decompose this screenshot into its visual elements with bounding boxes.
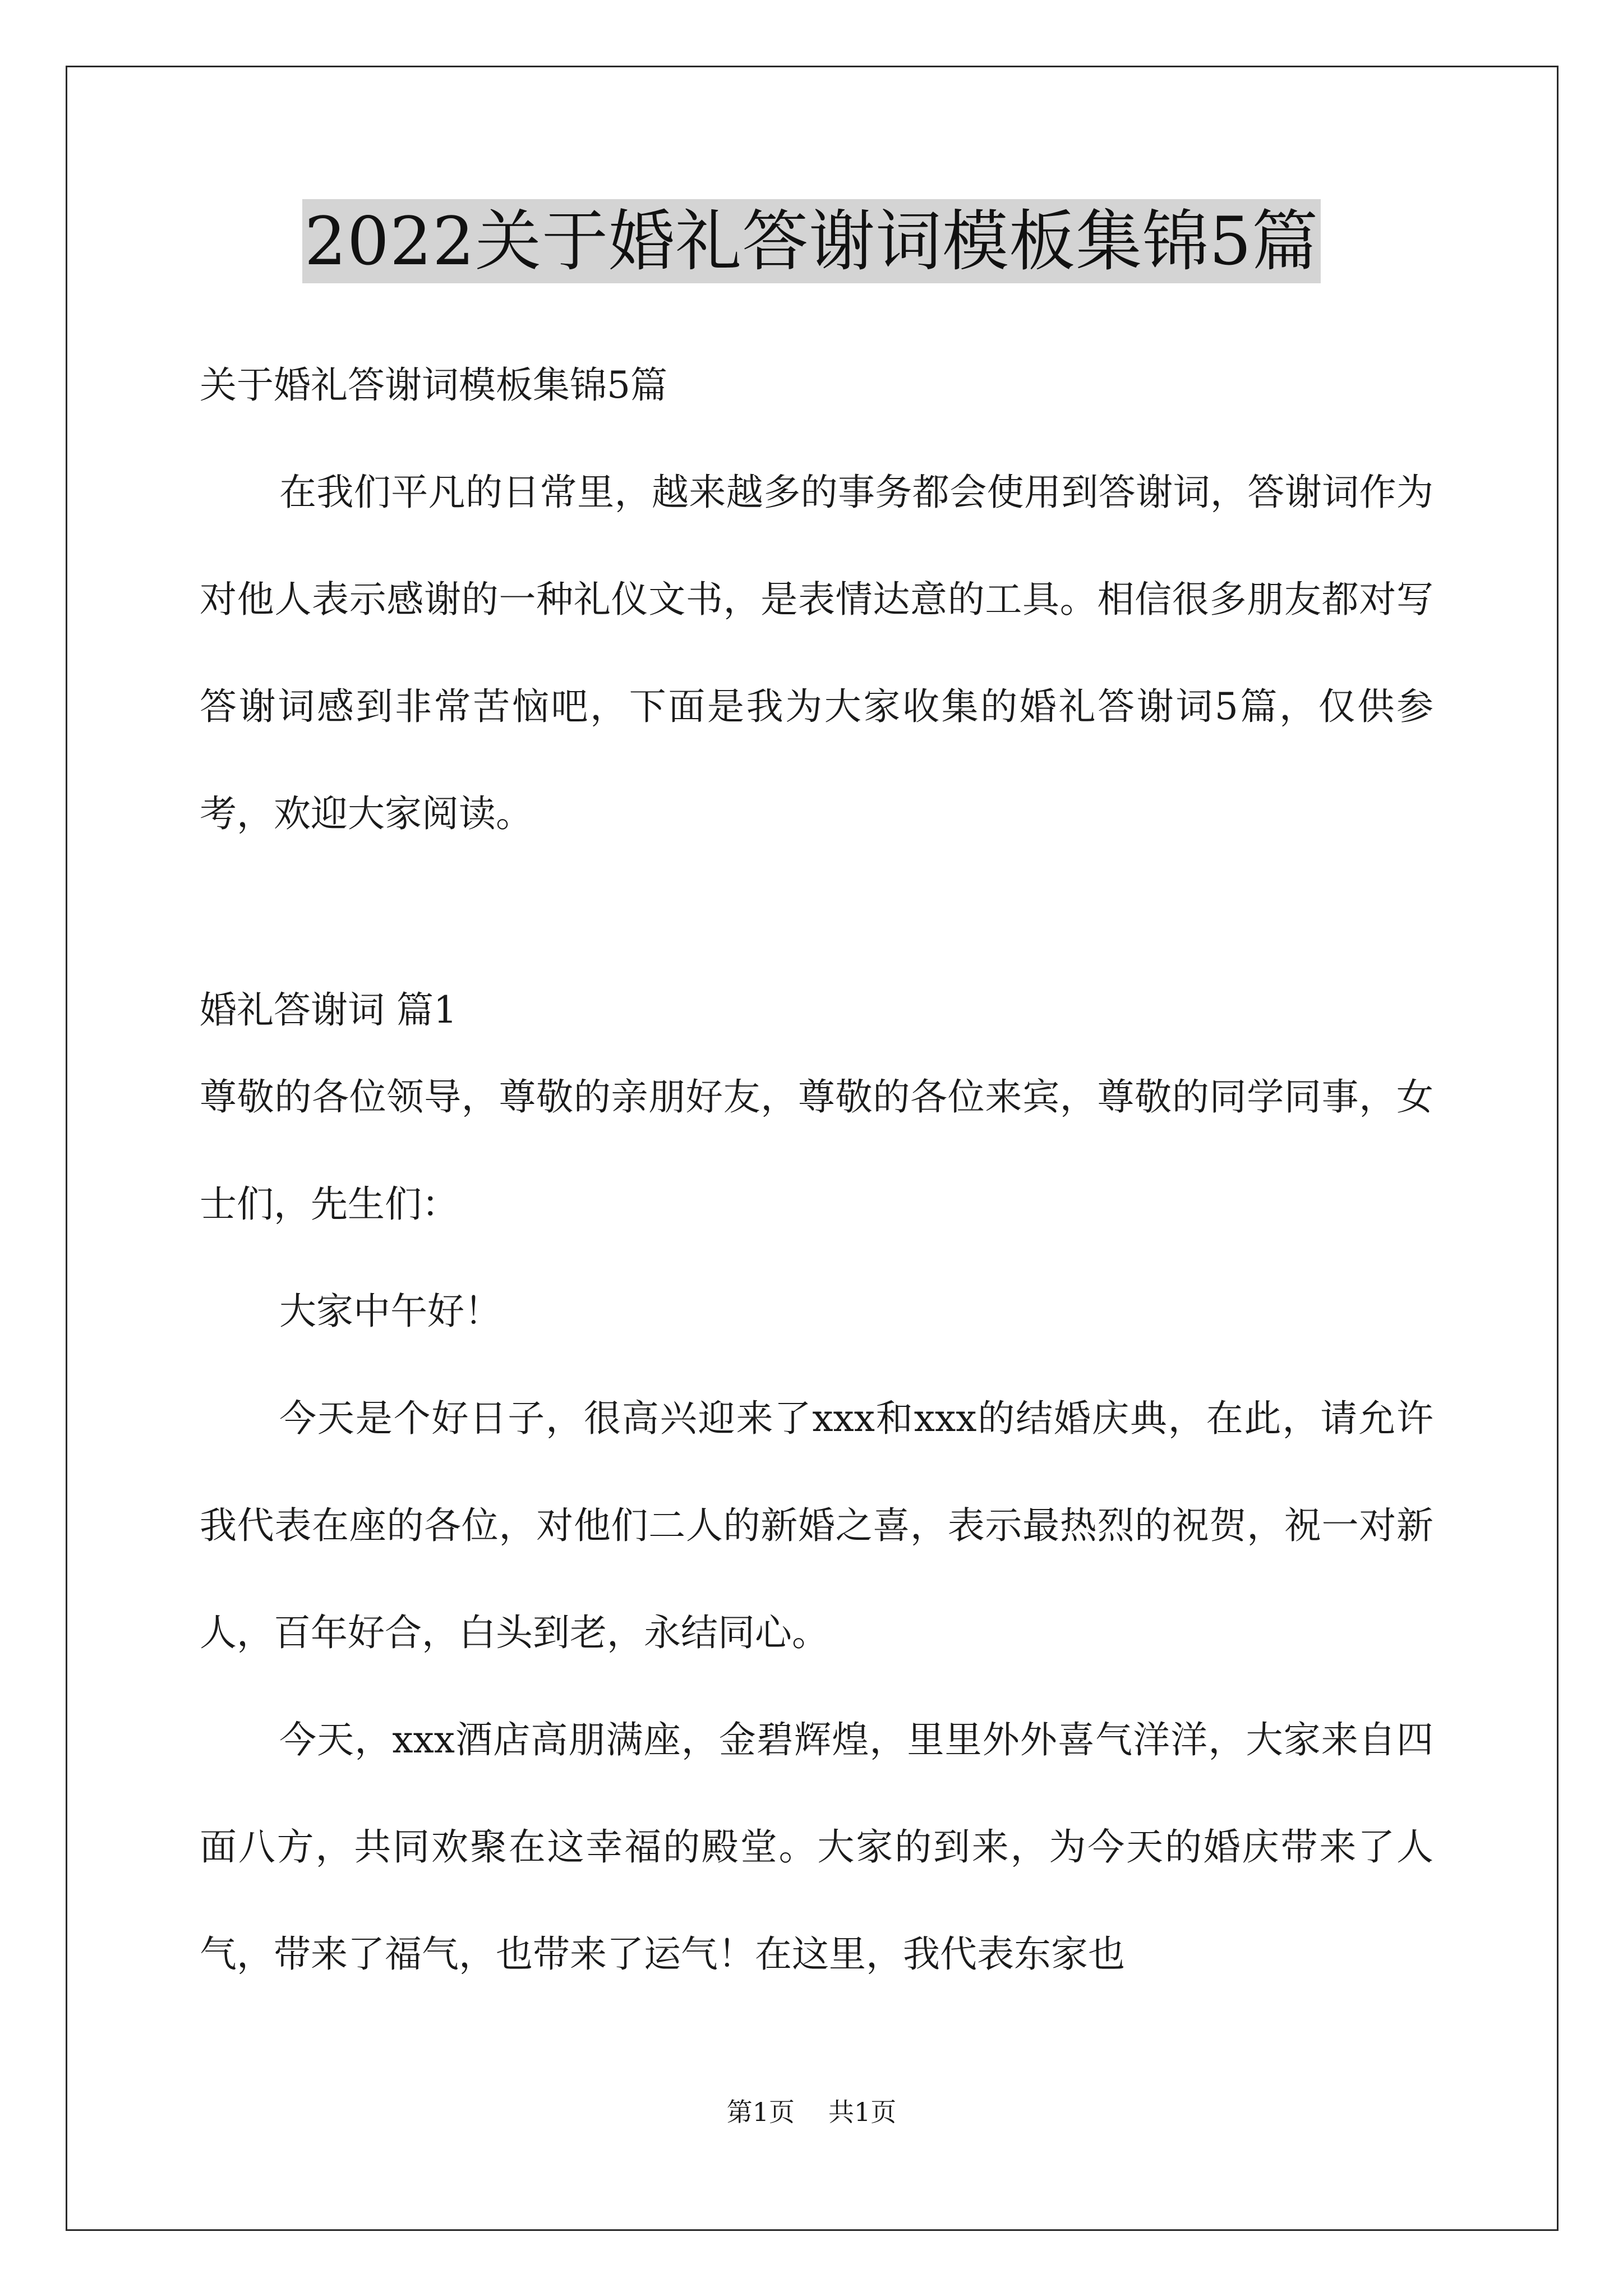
page-current: 第1页 [726, 2097, 795, 2127]
document-subtitle: 关于婚礼答谢词模板集锦5篇 [200, 364, 667, 407]
page-total: 共1页 [828, 2097, 897, 2127]
body-paragraph-2: 今天，xxx酒店高朋满座，金碧辉煌，里里外外喜气洋洋，大家来自四面八方，共同欢聚在这幸福的殿堂。大家的到来，为今天的婚庆带来了人气，带来了福气，也带来了运气！在这里，我代表东家也 [200, 1718, 1433, 1976]
greeting-paragraph: 大家中午好！ [279, 1290, 501, 1333]
body-paragraph-1: 今天是个好日子，很高兴迎来了xxx和xxx的结婚庆典，在此，请允许我代表在座的各位，对他们二人的新婚之喜，表示最热烈的祝贺，祝一对新人，百年好合，白头到老，永结同心。 [200, 1397, 1433, 1654]
document-title: 2022关于婚礼答谢词模板集锦5篇 [302, 199, 1321, 283]
document-body [200, 309, 1433, 2008]
title-container [0, 199, 1623, 283]
intro-paragraph: 在我们平凡的日常里，越来越多的事务都会使用到答谢词，答谢词作为对他人表示感谢的一种礼仪文书，是表情达意的工具。相信很多朋友都对写答谢词感到非常苦恼吧，下面是我为大家收集的婚礼答谢词5篇，仅供参考，欢迎大家阅读。 [200, 471, 1433, 835]
salutation-paragraph: 尊敬的各位领导，尊敬的亲朋好友，尊敬的各位来宾，尊敬的同学同事，女士们，先生们： [200, 1075, 1433, 1226]
page-footer [0, 2095, 1623, 2129]
section-heading: 婚礼答谢词 篇1 [200, 988, 457, 1032]
